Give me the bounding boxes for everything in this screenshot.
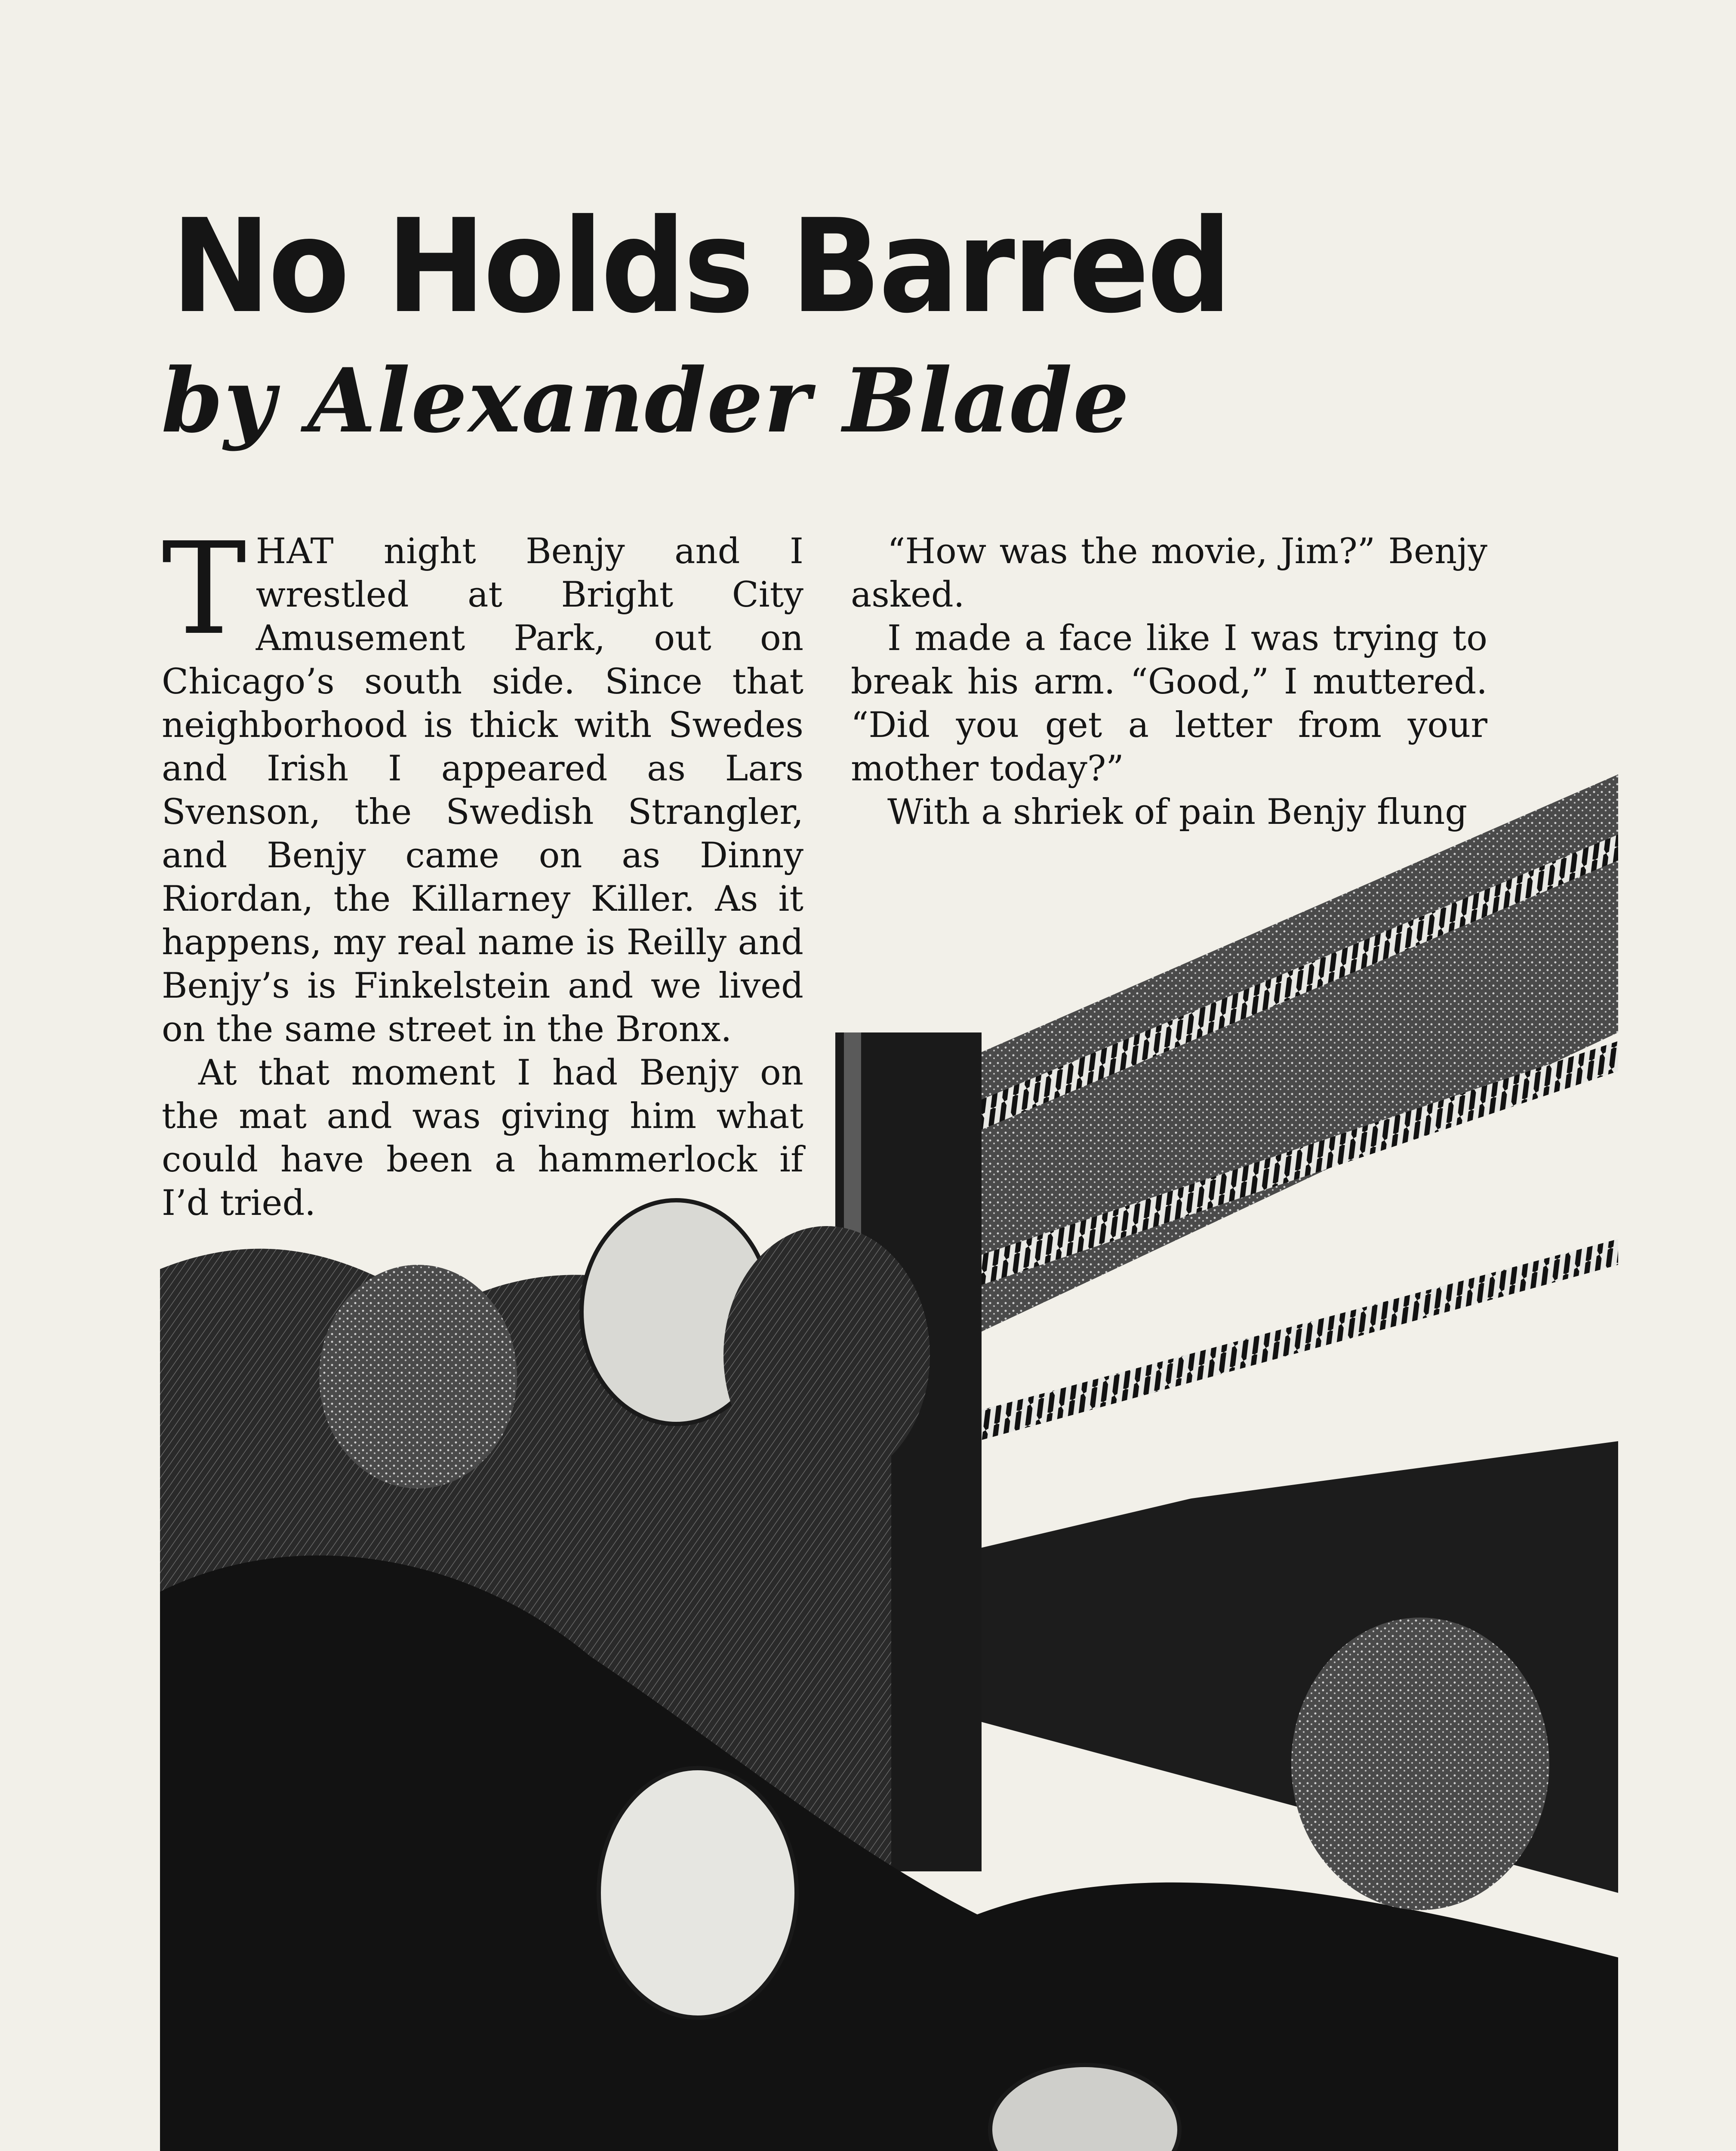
story-byline: by Alexander Blade [161, 349, 1130, 453]
wrestling-ring-illustration [160, 774, 1618, 2151]
paragraph: I made a face like I was trying to break his arm. “Good,” I muttered. “Did you get a letter from your mother today?” [851, 618, 1487, 789]
story-title: No Holds Barred [171, 191, 1230, 342]
paragraph: At that moment I had Benjy on the mat and was giving him what could have been a hammerlock if I’d tried. [162, 1053, 803, 1223]
paragraph: “How was the movie, Jim?” Benjy asked. [851, 531, 1487, 615]
paragraph: With a shriek of pain Benjy flung [887, 792, 1468, 832]
paragraph-text: night Benjy and I wrestled at Bright City Amusement Park, out on Chicago’s south side. Since that neighborhood is thick with Swedes and Irish I appeared as Lars Svenson, the Swedish Strangler, and Benjy came on as Dinny Riordan, the Killarney Killer. As it happens, my real name is Reilly and Benjy’s is Finkelstein and we lived on the same street in the Bronx. [162, 531, 803, 1050]
lead-in-caps: HAT [255, 531, 334, 572]
drop-cap: T [162, 515, 246, 663]
